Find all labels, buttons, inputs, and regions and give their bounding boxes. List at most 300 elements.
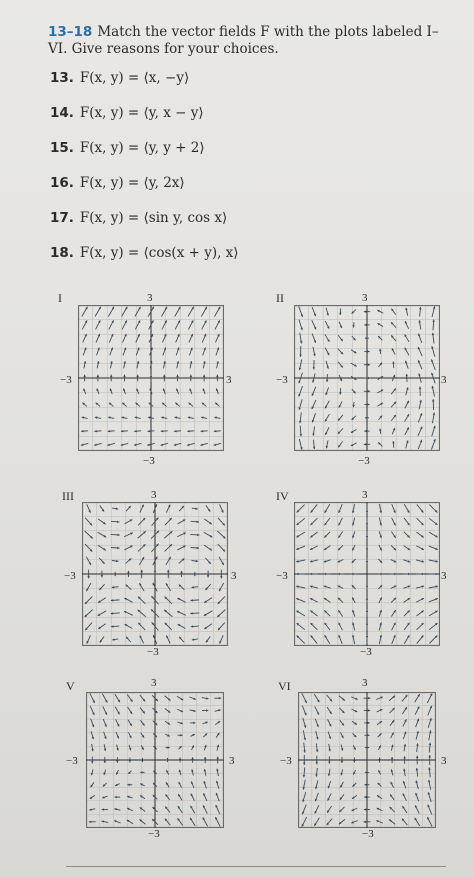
field-arrow bbox=[91, 731, 94, 739]
field-arrow bbox=[216, 361, 218, 368]
field-arrow bbox=[191, 599, 200, 601]
field-arrow bbox=[206, 636, 210, 642]
field-arrow bbox=[190, 722, 196, 724]
field-arrow bbox=[216, 793, 220, 801]
field-arrow bbox=[366, 585, 368, 590]
field-arrow bbox=[103, 770, 105, 775]
field-arrow bbox=[328, 744, 330, 751]
field-arrow bbox=[377, 709, 383, 712]
field-arrow bbox=[338, 335, 343, 341]
problem-formula: F(x, y) = ⟨y, y + 2⟩ bbox=[79, 140, 205, 156]
field-arrow bbox=[324, 598, 330, 602]
field-arrow bbox=[403, 794, 407, 801]
field-arrow bbox=[315, 793, 319, 801]
field-arrow bbox=[116, 770, 118, 775]
field-arrow bbox=[418, 440, 422, 449]
field-arrow bbox=[339, 401, 342, 407]
field-arrow bbox=[428, 706, 432, 716]
field-arrow bbox=[339, 819, 345, 824]
field-arrow bbox=[138, 623, 145, 630]
field-arrow bbox=[141, 745, 143, 750]
field-arrow bbox=[303, 780, 306, 790]
field-arrow bbox=[419, 387, 421, 396]
field-arrow bbox=[138, 610, 146, 617]
field-arrow bbox=[190, 806, 194, 814]
field-arrow bbox=[402, 819, 407, 826]
field-arrow bbox=[214, 430, 221, 432]
field-arrow bbox=[339, 807, 344, 812]
field-arrow bbox=[190, 818, 195, 826]
field-arrow bbox=[98, 519, 105, 524]
field-arrow bbox=[176, 388, 178, 394]
field-arrow bbox=[324, 623, 329, 630]
field-arrow bbox=[190, 534, 199, 536]
field-arrow bbox=[126, 637, 131, 642]
tick-bottom: −3 bbox=[362, 828, 374, 840]
tick-top: 3 bbox=[362, 292, 368, 304]
field-arrow bbox=[103, 783, 107, 787]
field-arrow bbox=[313, 360, 315, 369]
field-arrow bbox=[431, 439, 435, 450]
field-arrow bbox=[377, 808, 383, 811]
field-arrow bbox=[191, 521, 199, 523]
field-arrow bbox=[111, 521, 119, 523]
field-arrow bbox=[190, 710, 196, 712]
field-arrow bbox=[202, 697, 209, 699]
field-arrow bbox=[366, 558, 368, 563]
field-arrow bbox=[82, 403, 86, 407]
field-arrow bbox=[351, 697, 358, 700]
field-arrow bbox=[429, 635, 437, 643]
field-arrow bbox=[82, 320, 87, 329]
field-arrow bbox=[90, 706, 94, 715]
field-arrow bbox=[98, 598, 106, 603]
tick-left: −3 bbox=[66, 755, 78, 767]
field-arrow bbox=[416, 743, 418, 752]
field-arrow bbox=[365, 771, 369, 773]
field-arrow bbox=[189, 403, 193, 407]
field-arrow bbox=[327, 819, 332, 826]
field-arrow bbox=[128, 707, 133, 714]
field-arrow bbox=[296, 532, 305, 537]
field-arrow bbox=[215, 307, 221, 317]
field-arrow bbox=[353, 770, 355, 775]
field-arrow bbox=[298, 386, 302, 397]
field-arrow bbox=[366, 545, 368, 551]
field-arrow bbox=[366, 504, 368, 513]
field-arrow bbox=[310, 560, 318, 563]
field-arrow bbox=[191, 794, 195, 801]
field-arrow bbox=[378, 745, 380, 750]
field-arrow bbox=[215, 334, 219, 342]
field-arrow bbox=[416, 611, 423, 616]
field-arrow bbox=[102, 694, 107, 703]
field-arrow bbox=[214, 416, 220, 418]
field-arrow bbox=[100, 636, 104, 642]
field-arrow bbox=[391, 415, 396, 421]
field-arrow bbox=[340, 794, 344, 799]
problem-formula: F(x, y) = ⟨x, −y⟩ bbox=[79, 70, 190, 86]
field-arrow bbox=[205, 558, 210, 564]
field-arrow bbox=[338, 532, 342, 538]
field-arrow bbox=[87, 504, 91, 512]
field-arrow bbox=[101, 820, 108, 822]
field-arrow bbox=[177, 709, 183, 712]
field-arrow bbox=[392, 441, 394, 448]
field-arrow bbox=[315, 768, 317, 777]
field-arrow bbox=[192, 586, 199, 588]
field-arrow bbox=[415, 818, 420, 826]
field-arrow bbox=[188, 416, 194, 418]
field-arrow bbox=[432, 399, 434, 410]
field-arrow bbox=[296, 611, 305, 616]
field-arrow bbox=[178, 734, 183, 736]
field-arrow bbox=[204, 519, 211, 524]
field-arrow bbox=[312, 413, 316, 422]
field-arrow bbox=[418, 427, 422, 436]
field-arrow bbox=[124, 533, 133, 537]
field-arrow bbox=[128, 732, 131, 738]
field-arrow bbox=[178, 794, 182, 800]
field-arrow bbox=[164, 610, 172, 617]
field-arrow bbox=[427, 805, 431, 815]
field-arrow bbox=[81, 430, 88, 432]
field-arrow bbox=[379, 597, 382, 603]
field-arrow bbox=[192, 560, 199, 562]
field-arrow bbox=[114, 820, 121, 823]
field-arrow bbox=[338, 441, 342, 447]
field-arrow bbox=[405, 427, 409, 435]
field-arrow bbox=[127, 783, 132, 785]
field-arrow bbox=[297, 505, 305, 513]
field-arrow bbox=[216, 388, 218, 394]
field-arrow bbox=[215, 817, 220, 827]
field-arrow bbox=[138, 531, 146, 538]
field-arrow bbox=[138, 518, 145, 525]
field-arrow bbox=[312, 334, 316, 343]
field-arrow bbox=[214, 697, 221, 699]
field-arrow bbox=[188, 307, 194, 317]
field-arrow bbox=[202, 320, 207, 329]
field-arrow bbox=[94, 430, 101, 432]
field-arrow bbox=[176, 334, 180, 342]
field-arrow bbox=[416, 719, 420, 727]
field-arrow bbox=[215, 709, 221, 711]
field-arrow bbox=[98, 611, 107, 616]
field-arrow bbox=[192, 507, 198, 509]
field-arrow bbox=[134, 443, 141, 446]
field-arrow bbox=[139, 557, 144, 565]
field-arrow bbox=[431, 386, 434, 397]
field-arrow bbox=[203, 805, 207, 813]
field-arrow bbox=[102, 808, 108, 810]
field-arrow bbox=[390, 794, 394, 799]
field-arrow bbox=[352, 808, 358, 811]
field-arrow bbox=[391, 388, 396, 394]
field-arrow bbox=[391, 402, 396, 408]
field-arrow bbox=[296, 585, 305, 588]
field-arrow bbox=[351, 443, 357, 446]
field-arrow bbox=[166, 758, 168, 762]
vector-field-plot bbox=[86, 692, 224, 828]
field-arrow bbox=[376, 697, 383, 700]
field-arrow bbox=[85, 531, 93, 538]
field-arrow bbox=[432, 319, 434, 330]
field-arrow bbox=[140, 695, 145, 702]
field-arrow bbox=[352, 322, 354, 327]
field-arrow bbox=[215, 403, 219, 407]
problem-15 bbox=[50, 140, 205, 156]
field-arrow bbox=[112, 638, 118, 640]
field-arrow bbox=[429, 505, 437, 513]
field-arrow bbox=[314, 818, 319, 826]
field-arrow bbox=[391, 335, 396, 341]
field-arrow bbox=[177, 533, 186, 537]
field-arrow bbox=[392, 361, 394, 368]
field-arrow bbox=[341, 745, 343, 751]
field-arrow bbox=[300, 426, 302, 437]
field-arrow bbox=[366, 518, 368, 526]
problem-formula: F(x, y) = ⟨y, 2x⟩ bbox=[79, 175, 185, 191]
exercise-heading bbox=[48, 24, 448, 58]
field-arrow bbox=[110, 361, 112, 368]
plot-label: VI bbox=[278, 679, 291, 693]
field-arrow bbox=[405, 361, 408, 369]
field-arrow bbox=[337, 573, 343, 575]
field-arrow bbox=[338, 560, 344, 563]
field-arrow bbox=[108, 416, 114, 418]
field-arrow bbox=[103, 719, 107, 727]
field-arrow bbox=[310, 546, 318, 550]
field-arrow bbox=[389, 819, 395, 824]
field-arrow bbox=[165, 518, 172, 525]
field-arrow bbox=[107, 443, 114, 446]
field-arrow bbox=[190, 612, 199, 614]
field-arrow bbox=[338, 586, 344, 589]
field-arrow bbox=[312, 387, 316, 396]
field-arrow bbox=[391, 610, 395, 616]
field-arrow bbox=[405, 334, 410, 342]
field-arrow bbox=[214, 443, 221, 446]
field-arrow bbox=[404, 744, 406, 751]
field-arrow bbox=[219, 583, 224, 591]
field-arrow bbox=[351, 350, 356, 354]
field-arrow bbox=[102, 796, 107, 798]
field-arrow bbox=[108, 430, 115, 432]
field-arrow bbox=[177, 722, 182, 724]
field-arrow bbox=[190, 361, 192, 368]
field-arrow bbox=[391, 309, 395, 315]
tick-right: 3 bbox=[441, 374, 447, 386]
field-arrow bbox=[122, 403, 126, 407]
field-arrow bbox=[403, 585, 410, 588]
field-arrow bbox=[403, 573, 410, 575]
field-arrow bbox=[316, 743, 318, 752]
field-arrow bbox=[177, 696, 183, 700]
field-arrow bbox=[366, 531, 368, 538]
field-arrow bbox=[415, 706, 419, 714]
field-arrow bbox=[379, 349, 381, 354]
field-arrow bbox=[429, 532, 438, 537]
field-arrow bbox=[95, 416, 101, 418]
field-arrow bbox=[402, 707, 407, 714]
field-arrow bbox=[315, 780, 318, 789]
field-arrow bbox=[417, 504, 424, 512]
field-arrow bbox=[114, 572, 116, 576]
field-arrow bbox=[111, 612, 120, 614]
problem-number: 18. bbox=[50, 245, 74, 261]
field-arrow bbox=[429, 611, 438, 616]
exercise-range: 13–18 bbox=[48, 24, 93, 40]
field-arrow bbox=[404, 635, 409, 644]
field-arrow bbox=[218, 518, 225, 526]
problem-13 bbox=[50, 70, 189, 86]
field-arrow bbox=[315, 805, 319, 813]
field-arrow bbox=[111, 534, 120, 536]
field-arrow bbox=[310, 573, 318, 575]
field-arrow bbox=[191, 547, 200, 549]
field-arrow bbox=[405, 308, 407, 316]
field-arrow bbox=[191, 745, 193, 750]
field-arrow bbox=[312, 400, 316, 409]
field-arrow bbox=[428, 780, 431, 790]
vector-field-plot bbox=[82, 502, 228, 646]
field-arrow bbox=[428, 718, 431, 728]
field-arrow bbox=[111, 599, 120, 601]
field-arrow bbox=[391, 586, 397, 589]
field-arrow bbox=[217, 531, 225, 538]
field-arrow bbox=[127, 820, 133, 824]
field-arrow bbox=[377, 323, 383, 326]
field-arrow bbox=[109, 403, 113, 407]
field-arrow bbox=[175, 403, 179, 407]
field-arrow bbox=[432, 333, 434, 344]
field-arrow bbox=[403, 719, 407, 726]
field-arrow bbox=[85, 518, 92, 526]
problem-number: 15. bbox=[50, 140, 74, 156]
field-arrow bbox=[179, 770, 181, 775]
field-arrow bbox=[303, 743, 305, 753]
field-arrow bbox=[189, 697, 196, 700]
field-arrow bbox=[96, 403, 100, 407]
field-arrow bbox=[416, 532, 423, 537]
field-arrow bbox=[166, 770, 168, 775]
field-arrow bbox=[219, 635, 223, 643]
field-arrow bbox=[299, 346, 301, 357]
field-arrow bbox=[324, 560, 331, 563]
field-arrow bbox=[415, 793, 419, 801]
field-arrow bbox=[416, 585, 424, 588]
field-arrow bbox=[299, 320, 303, 331]
field-arrow bbox=[325, 635, 330, 644]
field-arrow bbox=[379, 545, 382, 551]
field-arrow bbox=[415, 780, 418, 789]
field-arrow bbox=[94, 443, 101, 446]
field-arrow bbox=[204, 611, 213, 616]
field-arrow bbox=[428, 767, 430, 777]
field-arrow bbox=[175, 320, 180, 329]
field-arrow bbox=[96, 320, 101, 329]
field-arrow bbox=[303, 730, 306, 740]
field-arrow bbox=[340, 732, 343, 738]
field-arrow bbox=[392, 428, 395, 434]
field-arrow bbox=[391, 598, 396, 603]
field-arrow bbox=[191, 769, 193, 775]
field-arrow bbox=[115, 784, 120, 786]
field-arrow bbox=[166, 583, 171, 591]
field-arrow bbox=[416, 731, 419, 740]
field-arrow bbox=[340, 782, 343, 788]
field-arrow bbox=[216, 769, 218, 776]
field-arrow bbox=[104, 744, 106, 751]
field-arrow bbox=[96, 334, 100, 342]
vector-field-plot bbox=[294, 305, 440, 451]
field-arrow bbox=[406, 440, 409, 448]
field-arrow bbox=[202, 334, 206, 342]
field-arrow bbox=[215, 721, 220, 724]
field-arrow bbox=[419, 307, 421, 316]
field-arrow bbox=[219, 557, 224, 565]
field-arrow bbox=[164, 531, 172, 538]
field-arrow bbox=[187, 430, 194, 432]
field-arrow bbox=[391, 769, 393, 775]
field-arrow bbox=[127, 808, 133, 811]
field-arrow bbox=[391, 732, 394, 738]
problem-number: 13. bbox=[50, 70, 74, 86]
field-arrow bbox=[177, 361, 179, 368]
field-arrow bbox=[326, 440, 328, 448]
field-arrow bbox=[366, 597, 368, 603]
tick-bottom: −3 bbox=[148, 828, 160, 840]
field-arrow bbox=[328, 769, 330, 776]
field-arrow bbox=[296, 573, 305, 575]
field-arrow bbox=[376, 820, 383, 823]
field-arrow bbox=[324, 610, 330, 616]
tick-left: −3 bbox=[60, 374, 72, 386]
field-arrow bbox=[115, 707, 119, 715]
field-arrow bbox=[98, 624, 105, 629]
field-arrow bbox=[352, 721, 357, 724]
field-arrow bbox=[406, 387, 409, 395]
field-arrow bbox=[216, 781, 219, 789]
tick-top: 3 bbox=[362, 489, 368, 501]
field-arrow bbox=[391, 745, 393, 751]
field-arrow bbox=[418, 413, 422, 422]
tick-right: 3 bbox=[441, 755, 447, 767]
field-arrow bbox=[86, 557, 91, 565]
field-arrow bbox=[365, 337, 369, 339]
problem-number: 16. bbox=[50, 175, 74, 191]
field-arrow bbox=[324, 532, 330, 538]
field-arrow bbox=[351, 573, 356, 575]
field-arrow bbox=[126, 558, 132, 563]
field-arrow bbox=[203, 388, 205, 394]
field-arrow bbox=[98, 545, 106, 550]
page-rule bbox=[66, 866, 446, 867]
field-arrow bbox=[324, 518, 329, 525]
field-arrow bbox=[91, 744, 93, 751]
field-arrow bbox=[391, 532, 395, 538]
tick-right: 3 bbox=[229, 755, 235, 767]
field-arrow bbox=[177, 611, 186, 615]
field-arrow bbox=[204, 624, 211, 629]
field-arrow bbox=[179, 506, 184, 511]
problem-formula: F(x, y) = ⟨sin y, cos x⟩ bbox=[79, 210, 228, 226]
field-arrow bbox=[165, 806, 170, 812]
field-arrow bbox=[418, 347, 422, 356]
field-arrow bbox=[203, 733, 207, 737]
field-arrow bbox=[432, 426, 436, 437]
